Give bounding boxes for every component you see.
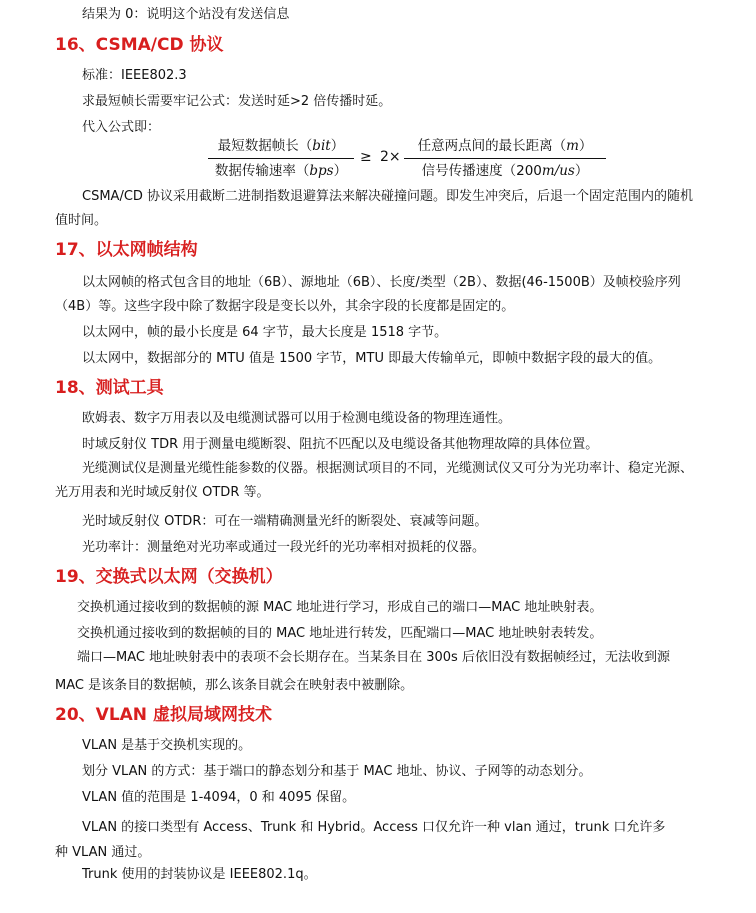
- formula-left-denominator: 数据传输速率（bps）: [214, 163, 348, 179]
- geq-symbol: ≥: [360, 149, 372, 165]
- formula-right-numerator: 任意两点间的最长距离（m）: [417, 138, 593, 154]
- paragraph: 以太网中，数据部分的 MTU 值是 1500 字节，MTU 即最大传输单元，即帧中数据字段的最大的值。: [82, 351, 662, 366]
- paragraph: VLAN 值的范围是 1-4094，0 和 4095 保留。: [82, 790, 356, 805]
- section-heading-19: 19、交换式以太网（交换机）: [55, 567, 283, 587]
- section-heading-20: 20、VLAN 虚拟局域网技术: [55, 705, 272, 725]
- paragraph: CSMA/CD 协议采用截断二进制指数退避算法来解决碰撞问题。即发生冲突后，后退一个固定范围内的随机值时间。: [55, 189, 694, 228]
- paragraph: 划分 VLAN 的方式：基于端口的静态划分和基于 MAC 地址、协议、子网等的动态划分。: [82, 764, 592, 779]
- paragraph: 求最短帧长需要牢记公式：发送时延>2 倍传播时延。: [82, 94, 392, 109]
- fraction-bar: [208, 158, 354, 159]
- paragraph: 交换机通过接收到的数据帧的目的 MAC 地址进行转发，匹配端口—MAC 地址映射表转发。: [77, 626, 603, 641]
- paragraph: 交换机通过接收到的数据帧的源 MAC 地址进行学习，形成自己的端口—MAC 地址映射表。: [77, 600, 603, 615]
- fraction-bar: [404, 158, 606, 159]
- formula-right-denominator: 信号传播速度（200m/us）: [421, 163, 589, 179]
- paragraph: 光时域反射仪 OTDR：可在一端精确测量光纤的断裂处、衰减等问题。: [82, 514, 488, 529]
- section-heading-17: 17、以太网帧结构: [55, 240, 198, 260]
- paragraph: 端口—MAC 地址映射表中的表项不会长期存在。当某条目在 300s 后依旧没有数据帧经过，无法收到源 MAC 是该条目的数据帧，那么该条目就会在映射表中被删除。: [55, 650, 670, 693]
- section-heading-18: 18、测试工具: [55, 378, 164, 398]
- paragraph: Trunk 使用的封装协议是 IEEE802.1q。: [82, 867, 317, 882]
- paragraph: 光缆测试仪是测量光缆性能参数的仪器。根据测试项目的不同，光缆测试仪又可分为光功率计、稳定光源、光万用表和光时域反射仪 OTDR 等。: [55, 461, 694, 500]
- formula-factor: 2×: [380, 149, 401, 165]
- paragraph: 光功率计：测量绝对光功率或通过一段光纤的光功率相对损耗的仪器。: [82, 540, 486, 555]
- paragraph: VLAN 是基于交换机实现的。: [82, 738, 252, 753]
- paragraph: 结果为 0：说明这个站没有发送信息: [82, 7, 290, 22]
- formula-left-numerator: 最短数据帧长（bit）: [217, 138, 345, 154]
- paragraph: 时域反射仪 TDR 用于测量电缆断裂、阻抗不匹配以及电缆设备其他物理故障的具体位置。: [82, 437, 599, 452]
- paragraph: 欧姆表、数字万用表以及电缆测试器可以用于检测电缆设备的物理连通性。: [82, 411, 512, 426]
- paragraph: 标准：IEEE802.3: [82, 68, 187, 83]
- formula-right-fraction: [404, 137, 606, 181]
- paragraph: 以太网中，帧的最小长度是 64 字节，最大长度是 1518 字节。: [82, 325, 448, 340]
- paragraph: VLAN 的接口类型有 Access、Trunk 和 Hybrid。Access 口仅允许一种 vlan 通过，trunk 口允许多种 VLAN 通过。: [55, 820, 666, 860]
- frame-length-formula: [208, 137, 628, 183]
- paragraph: 代入公式即：: [82, 120, 161, 135]
- section-heading-16: 16、CSMA/CD 协议: [55, 35, 224, 55]
- formula-left-fraction: [208, 137, 354, 181]
- paragraph: 以太网帧的格式包含目的地址（6B）、源地址（6B）、长度/类型（2B）、数据(46-1500B）及帧校验序列（4B）等。这些字段中除了数据字段是变长以外，其余字段的长度都是固定的。: [55, 275, 681, 314]
